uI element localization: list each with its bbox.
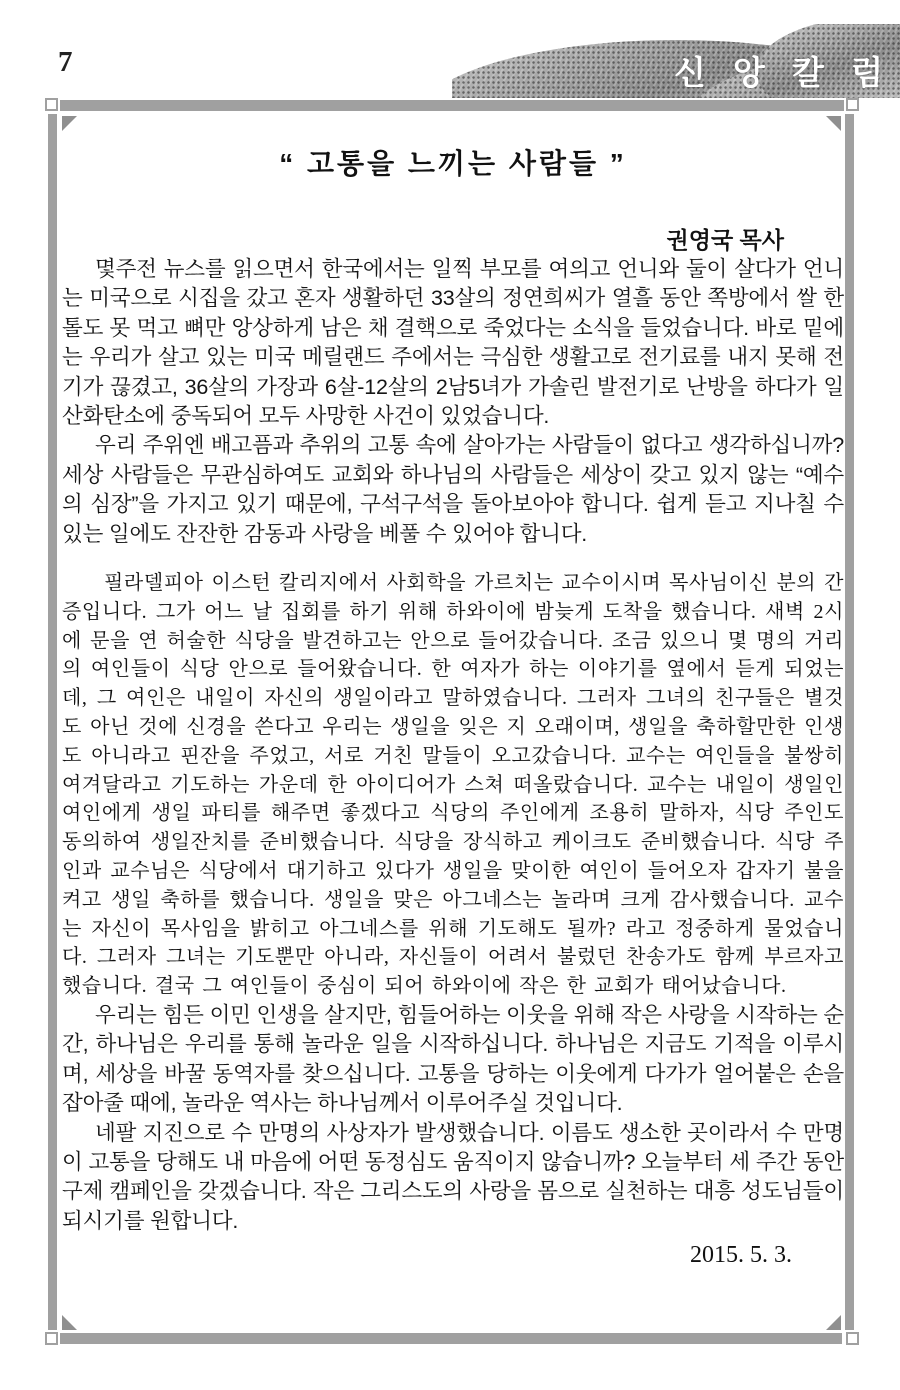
section-header-label: 신 앙 칼 럼 [673,54,892,91]
header-wave-graphic [452,24,900,98]
frame-corner-square [45,1332,58,1345]
article-title: “ 고통을 느끼는 사람들 ” [279,148,627,179]
frame-corner-square [846,1332,859,1345]
article-content [62,142,844,1269]
article-date: 2015. 5. 3. [690,1242,792,1269]
paragraph: 우리 주위엔 배고픔과 추위의 고통 속에 살아가는 사람들이 없다고 생각하십니까? 세상 사람들은 무관심하여도 교회와 하나님의 사람들은 세상이 갖고 있지 않는 “예수의 심장”을 가지고 있기 때문에, 구석구석을 돌아보아야 합니다. 쉽게 듣고 지나칠 수 있는 일에도 잔잔한 감동과 사랑을 베풀 수 있어야 합니다. [62,433,844,546]
paragraph: 우리는 힘든 이민 인생을 살지만, 힘들어하는 이웃을 위해 작은 사랑을 시작하는 순간, 하나님은 우리를 통해 놀라운 일을 시작하십니다. 하나님은 지금도 기적을 이루시며, 세상을 바꿀 동역자를 찾으십니다. 고통을 당하는 이웃에게 다가가 얼어붙은 손을 잡아줄 때에, 놀라운 역사는 하나님께서 이루어주실 것입니다. [62,1003,844,1116]
frame-bar-top [60,100,844,111]
corner-triangle-icon [826,116,841,131]
corner-triangle-icon [62,1315,77,1330]
frame-bar-bottom [60,1333,842,1344]
frame-corner-square [846,98,859,111]
testimony-paragraph-handwriting: 필라델피아 이스턴 칼리지에서 사회학을 가르치는 교수이시며 목사님이신 분의 간증입니다. 그가 어느 날 집회를 하기 위해 하와이에 밤늦게 도착을 했습니다. 새벽 2시에 문을 연 허술한 식당을 발견하고는 안으로 들어갔습니다. 조금 있으니 몇 명의 거리의 여인들이 식당 안으로 들어왔습니다. 한 여자가 하는 이야기를 옆에서 듣게 되었는데, 그 여인은 내일이 자신의 생일이라고 말하였습니다. 그러자 그녀의 친구들은 별것도 아닌 것에 신경을 쓴다고 우리는 생일을 잊은 지 오래이며, 생일을 축하할만한 인생도 아니라고 핀잔을 주었고, 서로 거친 말들이 오고갔습니다. 교수는 여인들을 불쌍히 여겨달라고 기도하는 가운데 한 아이디어가 스쳐 떠올랐습니다. 교수는 내일이 생일인 여인에게 생일 파티를 해주면 좋겠다고 식당의 주인에게 조용히 말하자, 식당 주인도 동의하여 생일잔치를 준비했습니다. 식당을 장식하고 케이크도 준비했습니다. 식당 주인과 교수님은 식당에서 대기하고 있다가 생일을 맞이한 여인이 들어오자 갑자기 불을 켜고 생일 축하를 했습니다. 생일을 맞은 아그네스는 놀라며 크게 감사했습니다. 교수는 자신이 목사임을 밝히고 아그네스를 위해 기도해도 될까? 라고 정중하게 물었습니다. 그러자 그녀는 기도뿐만 아니라, 자신들이 어려서 불렀던 찬송가도 함께 부르자고 했습니다. 결국 그 여인들이 중심이 되어 하와이에 작은 한 교회가 태어났습니다. [62,572,844,998]
frame-bar-right [845,114,854,1330]
paragraph: 네팔 지진으로 수 만명의 사상자가 발생했습니다. 이름도 생소한 곳이라서 수 만명이 고통을 당해도 내 마음에 어떤 동정심도 움직이지 않습니까? 오늘부터 세 주간 동안 구제 캠페인을 갖겠습니다. 작은 그리스도의 사랑을 몸으로 실천하는 대흥 성도님들이 되시기를 원합니다. [62,1120,844,1233]
frame-bar-left [48,114,57,1330]
page-number: 7 [58,46,73,78]
corner-triangle-icon [62,116,77,131]
corner-triangle-icon [826,1315,841,1330]
article-author: 권영국 목사 [666,227,784,253]
frame-corner-square [45,98,58,111]
paragraph: 몇주전 뉴스를 읽으면서 한국에서는 일찍 부모를 여의고 언니와 둘이 살다가 언니는 미국으로 시집을 갔고 혼자 생활하던 33살의 정연희씨가 열흘 동안 쪽방에서 쌀 한 톨도 못 먹고 뼈만 앙상하게 남은 채 결핵으로 죽었다는 소식을 들었습니다. 바로 밑에는 우리가 살고 있는 미국 메릴랜드 주에서는 극심한 생활고로 전기료를 내지 못해 전기가 끊겼고, 36살의 가장과 6살-12살의 2남5녀가 가솔린 발전기로 난방을 하다가 일산화탄소에 중독되어 모두 사망한 사건이 있었습니다. [62,257,844,429]
